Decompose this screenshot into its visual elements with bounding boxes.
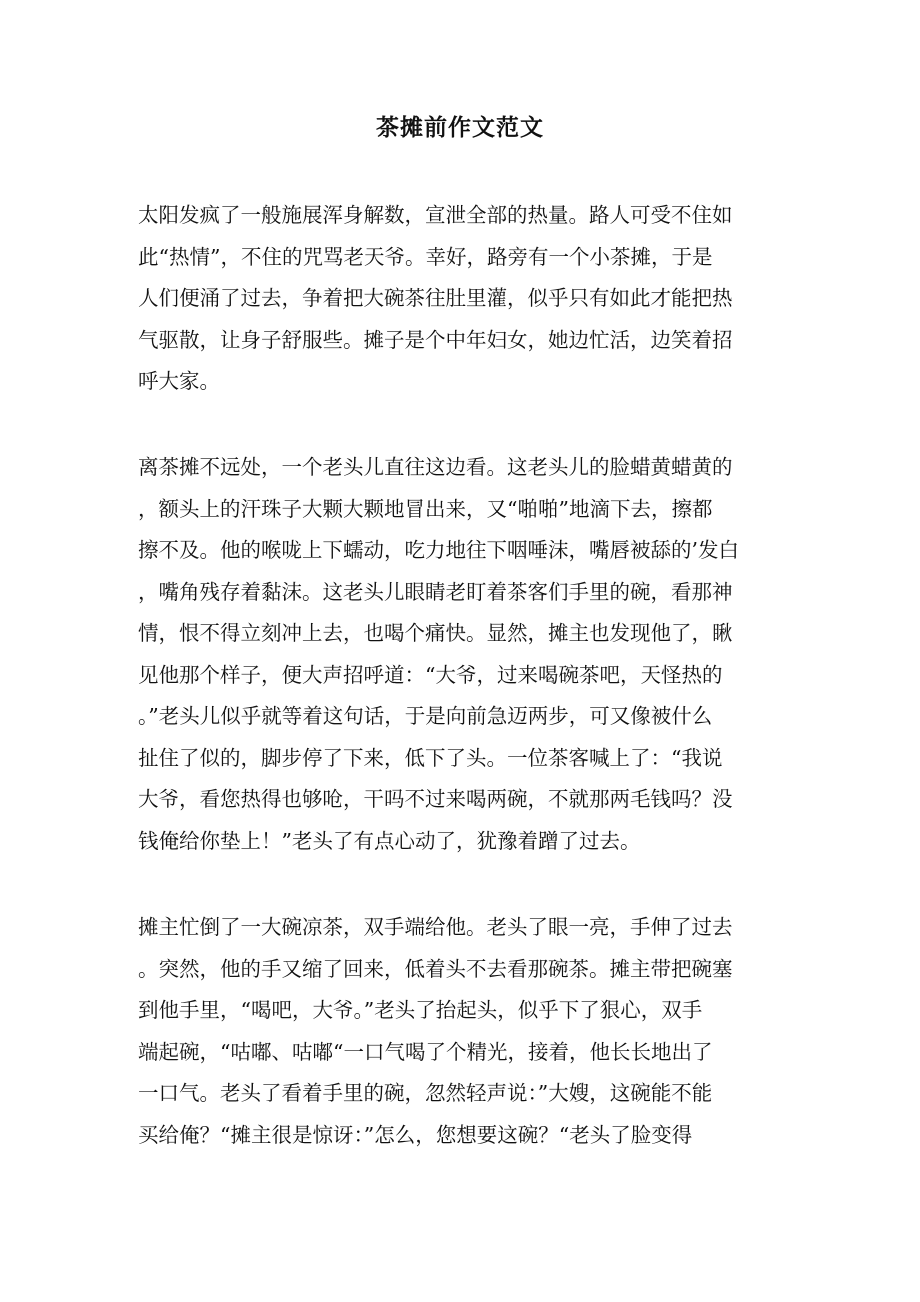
text-line: 气驱散，让身子舒服些。摊子是个中年妇女，她边忙活，边笑着招	[138, 327, 733, 352]
text-line: 。突然，他的手又缩了回来，低着头不去看那碗茶。摊主带把碗塞	[138, 956, 733, 981]
text-line: 大爷，看您热得也够呛，干吗不过来喝两碗，不就那两毛钱吗？没	[138, 787, 733, 811]
paragraph-2	[138, 447, 774, 862]
paragraph-1	[138, 195, 774, 403]
text-line: ，额头上的汗珠子大颗大颗地冒出来，又“啪啪”地滴下去，擦都	[138, 496, 713, 521]
text-line: 到他手里，“喝吧，大爷。”老头了抬起头，似乎下了狠心，双手	[138, 998, 703, 1022]
text-line: 。”老头儿似乎就等着这句话，于是向前急迈两步，可又像被什么	[138, 704, 713, 728]
text-line: 一口气。老头了看着手里的碗，忽然轻声说：”大嫂，这碗能不能	[138, 1081, 713, 1105]
text-line: 情，恨不得立刻冲上去，也喝个痛快。显然，摊主也发现他了，瞅	[138, 621, 733, 645]
paragraph-3	[138, 907, 774, 1156]
text-line: ，嘴角残存着黏沫。这老头儿眼睛老盯着茶客们手里的碗，看那神	[138, 579, 733, 604]
text-line: 买给俺？“摊主很是惊讶：”怎么，您想要这碗？“老头了脸变得	[138, 1122, 693, 1147]
text-line: 扯住了似的，脚步停了下来，低下了头。一位茶客喊上了：“我说	[138, 745, 723, 770]
text-line: 此“热情”，不住的咒骂老天爷。幸好，路旁有一个小茶摊，于是	[138, 244, 713, 269]
text-line: 钱俺给你垫上！”老头了有点心动了，犹豫着蹭了过去。	[138, 828, 641, 853]
text-line: 擦不及。他的喉咙上下蠕动，吃力地往下咽唾沫，嘴唇被舔的’发白	[138, 538, 740, 562]
page-title: 茶摊前作文范文	[376, 114, 544, 141]
text-line: 端起碗，“咕嘟、咕嘟“一口气喝了个精光，接着，他长长地出了	[138, 1039, 713, 1064]
text-line: 摊主忙倒了一大碗凉茶，双手端给他。老头了眼一亮，手伸了过去	[138, 915, 733, 939]
text-line: 呼大家。	[138, 369, 220, 393]
text-line: 人们便涌了过去，争着把大碗茶往肚里灌，似乎只有如此才能把热	[138, 286, 733, 310]
text-line: 离茶摊不远处，一个老头儿直往这边看。这老头儿的脸蜡黄蜡黄的	[138, 455, 733, 479]
text-line: 见他那个样子，便大声招呼道：“大爷，过来喝碗茶吧，天怪热的	[138, 662, 723, 687]
text-line: 太阳发疯了一般施展浑身解数，宣泄全部的热量。路人可受不住如	[138, 203, 733, 227]
